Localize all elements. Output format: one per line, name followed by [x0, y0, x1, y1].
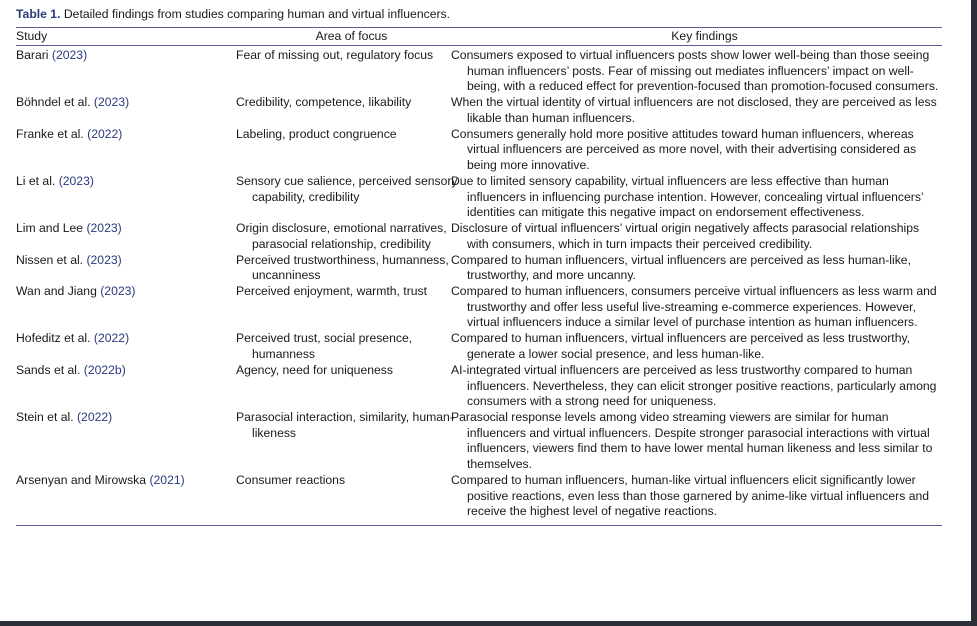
focus-cell: Credibility, competence, likability: [236, 95, 412, 110]
header-key-findings: Key findings: [671, 29, 738, 43]
study-year-link[interactable]: (2023): [100, 284, 136, 299]
findings-cell: AI-integrated virtual influencers are perceived as less trustworthy compared to human influencers. Nevertheless, they can elicit stronger positive reactions, particularly among consumers with a strong need for uniqueness.: [451, 363, 937, 409]
study-year-link[interactable]: (2022b): [83, 363, 126, 377]
findings-cell: Consumers exposed to virtual influencers posts show lower well-being than those seeing human influencers’ posts. Fear of missing out mediates influencers’ impact on well-being, with a reduced effect for prevention-focused than promotion-focused consumers.: [451, 48, 939, 94]
focus-cell: Origin disclosure, emotional narratives, parasocial relationship, credibility: [236, 221, 447, 251]
study-authors: Sands et al.: [16, 363, 84, 377]
table-row: [16, 331, 942, 363]
table-caption-text: Detailed findings from studies comparing human and virtual influencers.: [60, 7, 451, 21]
study-cell: [16, 473, 236, 520]
study-authors: Franke et al.: [16, 126, 88, 141]
study-authors: Hofeditz et al.: [16, 331, 94, 346]
table-caption: [16, 6, 942, 23]
findings-cell: Due to limited sensory capability, virtual influencers are less effective than human influencers in influencing purchase intention. However, concealing virtual influencers’ identities can mitigate this negative impact on endorsement effectiveness.: [451, 173, 924, 220]
findings-cell: Compared to human influencers, virtual influencers are perceived as less human-like, trustworthy, and more uncanny.: [451, 252, 911, 283]
study-year-link[interactable]: (2021): [149, 472, 185, 487]
findings-cell: Compared to human influencers, virtual influencers are perceived as less trustworthy, generate a lower social presence, and less human-like.: [451, 331, 911, 362]
focus-cell: Perceived trust, social presence, humanness: [236, 331, 413, 362]
table-row: [16, 473, 942, 520]
study-authors: Lim and Lee: [16, 221, 87, 236]
focus-cell: Labeling, product congruence: [236, 126, 397, 141]
findings-cell: Compared to human influencers, consumers perceive virtual influencers as less warm and trustworthy and offer less useful live-streaming e-commerce experiences. However, virtual influencers induce a similar level of purchase intention as human influencers.: [451, 284, 937, 330]
study-year-link[interactable]: (2022): [76, 410, 113, 425]
study-year-link[interactable]: (2023): [86, 252, 122, 267]
study-year-link[interactable]: (2022): [93, 331, 130, 346]
findings-cell: When the virtual identity of virtual influencers are not disclosed, they are perceived as less likable than human influencers.: [451, 95, 937, 125]
window-frame-right: [971, 0, 977, 626]
study-cell: [16, 284, 236, 331]
table-row: [16, 284, 942, 331]
study-authors: Nissen et al.: [16, 252, 87, 267]
study-cell: [16, 174, 236, 221]
table-row: [16, 174, 942, 221]
study-authors: Arsenyan and Mirowska: [16, 472, 150, 487]
study-authors: Wan and Jiang: [16, 284, 101, 299]
focus-cell: Fear of missing out, regulatory focus: [236, 48, 434, 62]
focus-cell: Agency, need for uniqueness: [236, 363, 393, 377]
study-authors: Stein et al.: [16, 410, 77, 425]
focus-cell: Sensory cue salience, perceived sensory capability, credibility: [236, 173, 458, 204]
study-cell: [16, 331, 236, 363]
study-cell: [16, 95, 236, 127]
focus-cell: Parasocial interaction, similarity, human-likeness: [236, 410, 454, 440]
findings-cell: Parasocial response levels among video streaming viewers are similar for human influencers and virtual influencers. Despite stronger parasocial interactions with virtual influencers, viewers find them to have lower mental human likeness and less similar to themselves.: [451, 410, 933, 471]
window-frame-bottom: [0, 621, 977, 626]
findings-cell: Compared to human influencers, human-like virtual influencers elicit significantly lower positive reactions, even less than those garnered by anime-like virtual influencers and receive the highest level of negative reactions.: [451, 472, 930, 519]
study-cell: [16, 363, 236, 410]
study-year-link[interactable]: (2023): [58, 173, 94, 188]
table-row: [16, 363, 942, 410]
focus-cell: Perceived trustworthiness, humanness, uncanniness: [236, 252, 449, 283]
study-cell: [16, 46, 236, 95]
study-year-link[interactable]: (2022): [87, 126, 123, 141]
study-cell: [16, 410, 236, 473]
study-cell: [16, 253, 236, 285]
table-row: [16, 46, 942, 95]
study-authors: Böhndel et al.: [16, 95, 94, 110]
header-area-of-focus: Area of focus: [315, 29, 388, 43]
header-study: Study: [16, 29, 48, 43]
table-row: [16, 410, 942, 473]
study-year-link[interactable]: (2023): [86, 221, 122, 236]
table-row: [16, 95, 942, 127]
table-row: [16, 127, 942, 174]
study-year-link[interactable]: (2023): [51, 48, 88, 62]
study-cell: [16, 221, 236, 253]
study-cell: [16, 127, 236, 174]
table-row: [16, 221, 942, 253]
table-header-row: [16, 28, 942, 45]
study-authors: Li et al.: [16, 173, 59, 188]
table-bottom-rule: [16, 525, 942, 526]
focus-cell: Consumer reactions: [236, 472, 346, 487]
findings-cell: Consumers generally hold more positive attitudes toward human influencers, whereas virtual influencers are perceived as more novel, with their advertising considered as being more innovative.: [451, 126, 917, 172]
table-row: [16, 253, 942, 285]
focus-cell: Perceived enjoyment, warmth, trust: [236, 284, 428, 299]
table-body: [16, 45, 942, 520]
study-authors: Barari: [16, 48, 52, 62]
study-year-link[interactable]: (2023): [93, 95, 130, 110]
findings-cell: Disclosure of virtual influencers’ virtual origin negatively affects parasocial relationships with consumers, which in turn impacts their perceived credibility.: [451, 221, 920, 251]
document-page: [16, 6, 942, 526]
table-caption-label: Table 1.: [16, 7, 61, 21]
findings-table: [16, 28, 942, 520]
